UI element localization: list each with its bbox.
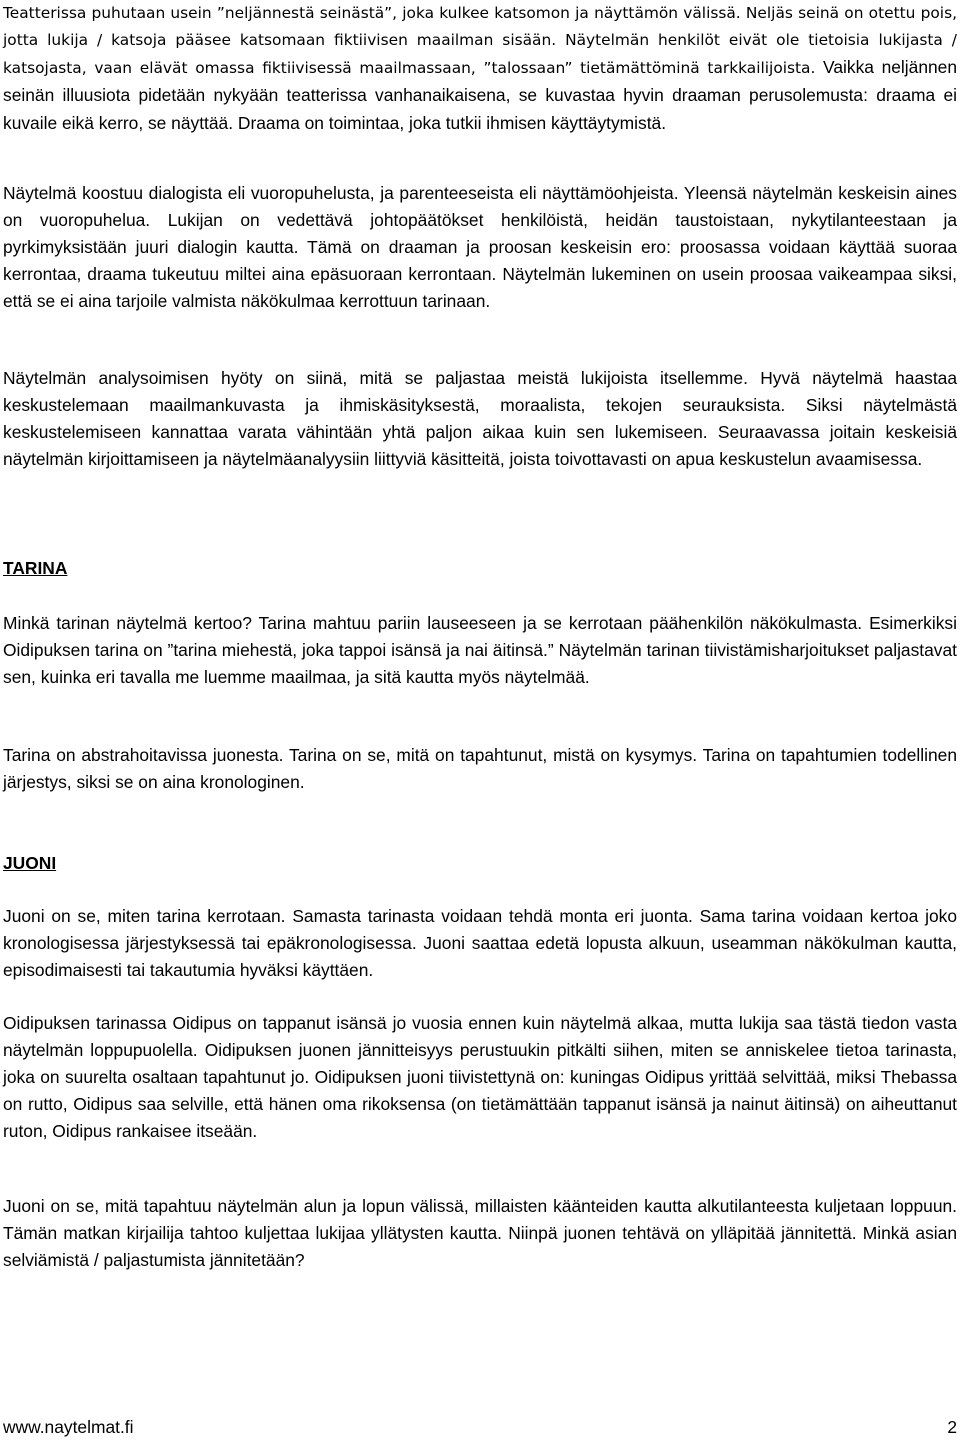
paragraph-story-abstract: Tarina on abstrahoitavissa juonesta. Tarina on se, mitä on tapahtunut, mistä on kysymys. Tarina on tapahtumien todellinen järjestys, siksi se on aina kronologinen. — [3, 745, 957, 792]
page-footer — [3, 1414, 957, 1440]
paragraph-dialogue: Näytelmä koostuu dialogista eli vuoropuhelusta, ja parenteeseista eli näyttämöohjeista. Yleensä näytelmän keskeisin aines on vuoropuhelua. Lukijan on vedettävä johtopäätökset henkilöistä, heidän taustoistaan, nykytilanteestaan ja pyrkimyksistään juuri dialogin kautta. Tämä on draaman ja proosan keskeisin ero: proosassa voidaan käyttää suoraa kerrontaa, draama tukeutuu miltei aina epäsuoraan kerrontaan. Näytelmän lukeminen on usein proosaa vaikeampaa siksi, että se ei aina tarjoile valmista näkökulmaa kerrottuun tarinaan. — [3, 183, 957, 311]
paragraph-plot-tension: Juoni on se, mitä tapahtuu näytelmän alun ja lopun välissä, millaisten käänteiden kautta alkutilanteesta kuljetaan loppuun. Tämän matkan kirjailija tahtoo kuljettaa lukijaa yllätysten kautta. Niinpä juonen tehtävä on ylläpitää jännitettä. Minkä asian selviämistä / paljastumista jännitetään? — [3, 1196, 957, 1270]
paragraph-fourth-wall-part-a: Teatterissa puhutaan usein ”neljännestä seinästä”, joka kulkee katsomon ja näyttämön välissä. Neljäs seinä on otettu pois, jotta lukija / katsoja pääsee katsomaan fiktiivisen maailman sisään. Näytelmän henkilöt eivät ole tietoisia lukijasta / katsojasta, vaan elävät omassa fiktiivisessä maailmassaan, ”talossaan” tietämättöminä tarkkailijoista. — [3, 4, 957, 77]
paragraph-analysis: Näytelmän analysoimisen hyöty on siinä, mitä se paljastaa meistä lukijoista itsellemme. Hyvä näytelmä haastaa keskustelemaan maailmankuvasta ja ihmiskäsityksestä, moraalista, tekojen seurauksista. Siksi näytelmästä keskustelemiseen kannattaa varata vähintään yhtä paljon aikaa kuin sen lukemiseen. Seuraavassa joitain keskeisiä näytelmän kirjoittamiseen ja näytelmäanalyysiin liittyviä käsitteitä, joista toivottavasti on apua keskustelun avaamisessa. — [3, 368, 957, 469]
paragraph-fourth-wall — [3, 0, 957, 138]
paragraph-plot-definition: Juoni on se, miten tarina kerrotaan. Samasta tarinasta voidaan tehdä monta eri juonta. Sama tarina voidaan kertoa joko kronologisessa järjestyksessä tai epäkronologisessa. Juoni saattaa edetä lopusta alkuun, useamman näkökulman kautta, episodimaisesti tai takautumia hyväksi käyttäen. — [3, 906, 957, 980]
heading-tarina: TARINA — [3, 558, 68, 578]
paragraph-oedipus-plot: Oidipuksen tarinassa Oidipus on tappanut isänsä jo vuosia ennen kuin näytelmä alkaa, mutta lukija saa tästä tiedon vasta näytelmän loppupuolella. Oidipuksen juonen jännitteisyys perustuukin pitkälti siihen, miten se anniskelee tietoa tarinasta, joka on suurelta osaltaan tapahtunut jo. Oidipuksen juoni tiivistettynä on: kuningas Oidipus yrittää selvittää, miksi Thebassa on rutto, Oidipus saa selville, että hänen oma rikoksensa (on tietämättään tappanut isänsä ja nainut äitinsä) on aiheuttanut ruton, Oidipus rankaisee itseään. — [3, 1013, 957, 1141]
paragraph-story-definition: Minkä tarinan näytelmä kertoo? Tarina mahtuu pariin lauseeseen ja se kerrotaan päähenkilön näkökulmasta. Esimerkiksi Oidipuksen tarina on ”tarina miehestä, joka tappoi isänsä ja nai äitinsä.” Näytelmän tarinan tiivistämisharjoitukset paljastavat sen, kuinka eri tavalla me luemme maailmaa, ja sitä kautta myös näytelmää. — [3, 613, 957, 687]
heading-juoni: JUONI — [3, 853, 57, 873]
footer-page-number: 2 — [947, 1417, 957, 1437]
footer-url: www.naytelmat.fi — [3, 1417, 134, 1437]
paragraph-fourth-wall-part-b: Vaikka neljännen seinän illuusiota pidetään nykyään teatterissa vanhanaikaisena, se kuvastaa hyvin draaman perusolemusta: draama ei kuvaile eikä kerro, se näyttää. Draama on toimintaa, joka tutkii ihmisen käyttäytymistä. — [3, 57, 958, 133]
